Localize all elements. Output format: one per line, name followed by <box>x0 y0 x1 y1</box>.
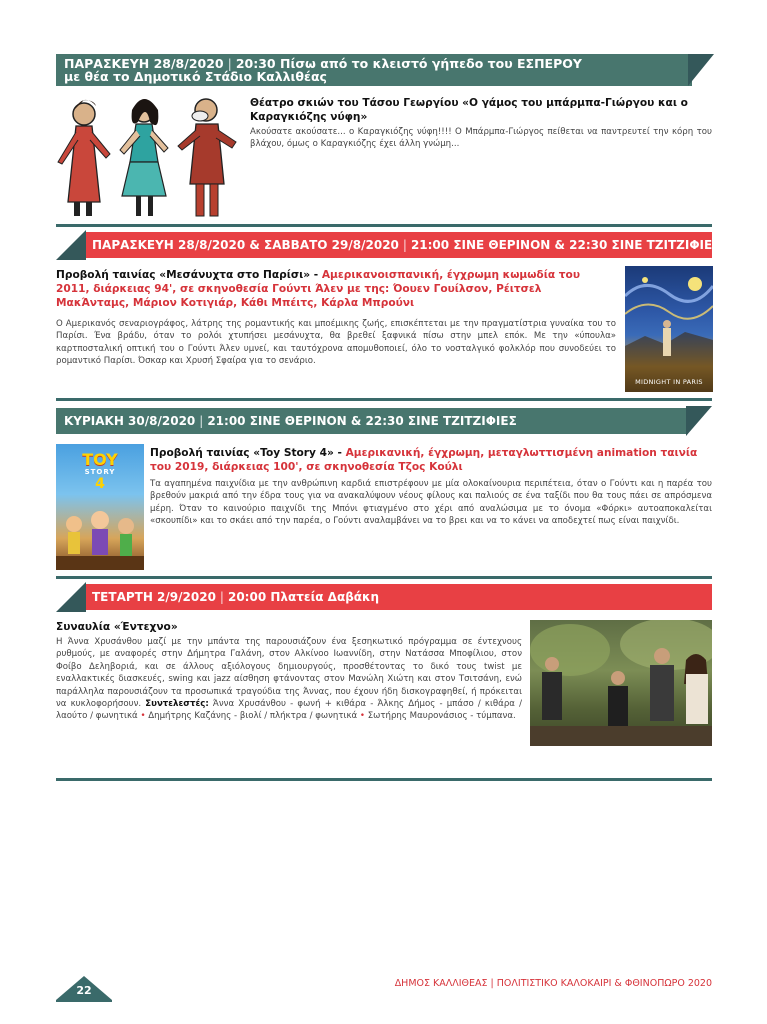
event-2-details: 21:00 ΣΙΝΕ ΘΕΡΙΝΟΝ & 22:30 ΣΙΝΕ ΤΖΙΤΖΙΦΙΕΣ <box>410 238 721 252</box>
event-3-details: 21:00 ΣΙΝΕ ΘΕΡΙΝΟΝ & 22:30 ΣΙΝΕ ΤΖΙΤΖΙΦΙΕΣ <box>207 414 517 428</box>
toy-story-4-poster <box>56 444 144 570</box>
event-1-banner: ΠΑΡΑΣΚΕΥΗ 28/8/2020 | 20:30 Πίσω από το κλειστό γήπεδο του ΕΣΠΕΡΟΥ με θέα το Δημοτικό Στάδιο Καλλιθέας <box>56 54 692 86</box>
event-3-title-details: Αμερικανική, έγχρωμη, μεταγλωττισμένη animation ταινία του 2019, διάρκειας 100', σε σκηνοθεσία Τζος Κούλι <box>150 447 698 473</box>
event-2-description: Ο Αμερικανός σεναριογράφος, λάτρης της ρομαντικής και μποέμικης ζωής, επισκέπτεται με την πραγματίστρια γυναίκα του το Παρίσι. Ένα βράδυ, όταν το ρολόι χτυπήσει μεσάνυχτα, θα βρεθεί ξαφνικά πίσω στην μπελ επόκ. Με την «ύπουλα» καρτποσταλική οπτική του ο Γούντι Άλεν υμνεί, και ταυτόχρονα απομυθοποιεί, όλο το νοσταλγικό φολκλόρ που συνοδεύει το ρομαντικό Παρίσι. Όσκαρ και Χρυσή Σφαίρα για το σενάριο. <box>56 319 616 367</box>
poster-toy: TOY <box>82 450 118 469</box>
bullet-icon: • <box>140 711 146 722</box>
credits-label: Συντελεστές: <box>145 699 209 710</box>
poster-story: STORY <box>84 468 116 476</box>
event-3-description: Τα αγαπημένα παιχνίδια με την ανθρώπινη καρδιά επιστρέφουν με μία ολοκαίνουρια περιπέτεια, όταν ο Γούντι και η παρέα του βρεθούν μακριά από την έδρα τους για να ανακαλύψουν νέους φίλους και παλιούς σε ένα ταξίδι που θα τους πάει σε απρόσμενα μέρη. Όταν το καινούριο παιχνίδι της Μπόνι φτιαγμένο στο χέρι από αναλώσιμα με το όνομα «Φόρκι» αυτοαποκαλείται «σκουπίδι» και το σκάει από την παρέα, ο Γούντι αναλαμβάνει να το βρει και να το κάνει να αποδεχτεί πως είναι παιχνίδι. <box>150 479 712 527</box>
event-2-title-details: Αμερικανοισπανική, έγχρωμη κωμωδία του 2011, διάρκειας 94', σε σκηνοθεσία Γούντι Άλεν με της: Όουεν Γουίλσον, Ρέιτσελ ΜακΆνταμς, Μάριον Κοτιγιάρ, Κάθι Μπέιτς, Κάρλα Μπρούνι <box>56 269 580 309</box>
event-4-title: Συναυλία «Έντεχνο» <box>56 621 178 633</box>
event-3-date: ΚΥΡΙΑΚΗ 30/8/2020 <box>64 414 196 428</box>
footer-text: ΔΗΜΟΣ ΚΑΛΛΙΘΕΑΣ | ΠΟΛΙΤΙΣΤΙΚΟ ΚΑΛΟΚΑΙΡΙ & ΦΘΙΝΟΠΩΡΟ 2020 <box>394 978 712 989</box>
divider-2 <box>56 398 712 401</box>
credits-part-1: Άννα Χρυσάνθου - φωνή + κιθάρα - Άλκης Δήμος - μπάσο / κιθάρα / λαούτο / φωνητικά <box>56 699 522 722</box>
page-number: 22 <box>76 984 92 997</box>
event-4-details: 20:00 Πλατεία Δαβάκη <box>227 590 380 604</box>
event-3-banner: ΚΥΡΙΑΚΗ 30/8/2020 | 21:00 ΣΙΝΕ ΘΕΡΙΝΟΝ & 22:30 ΣΙΝΕ ΤΖΙΤΖΙΦΙΕΣ <box>56 408 688 434</box>
event-2-title <box>56 268 616 310</box>
event-1-location: με θέα το Δημοτικό Στάδιο Καλλιθέας <box>64 69 327 84</box>
event-4-banner: ΤΕΤΑΡΤΗ 2/9/2020 | 20:00 Πλατεία Δαβάκη <box>86 584 712 610</box>
event-3-title <box>150 446 712 474</box>
karagiozis-puppets-image <box>54 92 240 220</box>
poster-title: MIDNIGHT IN PARIS <box>635 378 703 386</box>
event-4-description <box>56 636 522 723</box>
event-1-date: ΠΑΡΑΣΚΕΥΗ 28/8/2020 <box>64 56 224 71</box>
banner-corner-shape <box>686 406 712 436</box>
midnight-in-paris-poster <box>625 266 713 392</box>
band-concert-photo <box>530 620 712 746</box>
banner-corner-shape <box>688 54 714 86</box>
event-3-title-prefix: Προβολή ταινίας «Toy Story 4» - <box>150 447 346 459</box>
banner-left-shape <box>56 230 86 260</box>
event-4-date: ΤΕΤΑΡΤΗ 2/9/2020 <box>92 590 216 604</box>
credits-part-3: Σωτήρης Μαυρονάσιος - τύμπανα. <box>365 711 516 722</box>
divider-3 <box>56 576 712 579</box>
divider-1 <box>56 224 712 227</box>
event-2-title-prefix: Προβολή ταινίας «Μεσάνυχτα στο Παρίσι» - <box>56 269 322 281</box>
banner-left-shape <box>56 582 86 612</box>
event-2-date: ΠΑΡΑΣΚΕΥΗ 28/8/2020 & ΣΑΒΒΑΤΟ 29/8/2020 <box>92 238 399 252</box>
divider-4 <box>56 778 712 781</box>
event-2-banner: ΠΑΡΑΣΚΕΥΗ 28/8/2020 & ΣΑΒΒΑΤΟ 29/8/2020 | 21:00 ΣΙΝΕ ΘΕΡΙΝΟΝ & 22:30 ΣΙΝΕ ΤΖΙΤΖΙΦΙΕΣ <box>86 232 712 258</box>
event-1-title: Θέατρο σκιών του Τάσου Γεωργίου «Ο γάμος του μπάρμπα-Γιώργου και ο Καραγκιόζης νύφη» <box>250 97 688 123</box>
event-1-details: 20:30 Πίσω από το κλειστό γήπεδο του ΕΣΠΕΡΟΥ <box>235 56 582 71</box>
event-1-description: Ακούσατε ακούσατε... ο Καραγκιόζης νύφη!!!! Ο Μπάρμπα-Γιώργος πείθεται να παντρευτεί την κόρη του βλάχου, όμως ο Καραγκιόζης έχει άλλη γνώμη... <box>250 127 712 150</box>
credits-part-2: Δημήτρης Καζάνης - βιολί / πλήκτρα / φωνητικά <box>145 711 360 722</box>
bullet-icon: • <box>359 711 365 722</box>
poster-number: 4 <box>95 476 105 492</box>
footer-rule <box>56 1000 112 1002</box>
event-4-text: Η Άννα Χρυσάνθου μαζί με την μπάντα της παρουσιάζουν ένα ξεσηκωτικό πρόγραμμα σε έντεχνους ρυθμούς, με αναφορές στην Δήμητρα Γαλάνη, στον Αλκίνοο Ιωαννίδη, στην Νατάσσα Μποφίλιου, στον Φοίβο Δεληβοριά, και σε άλλους αξιόλογους δημιουργούς, προσθέτοντας το δικό τους twist με εναλλακτικές διασκευές, swing και jazz αίσθηση φτάνοντας στον Μανώλη Χιώτη και στον Τσιτσάνη, ενώ παράλληλα παρουσιάζουν τα προσωπικά τραγούδια της Άννας, που έχουν ήδη δισκογραφηθεί, ή πρόκειται να κυκλοφορήσουν. <box>56 637 522 710</box>
